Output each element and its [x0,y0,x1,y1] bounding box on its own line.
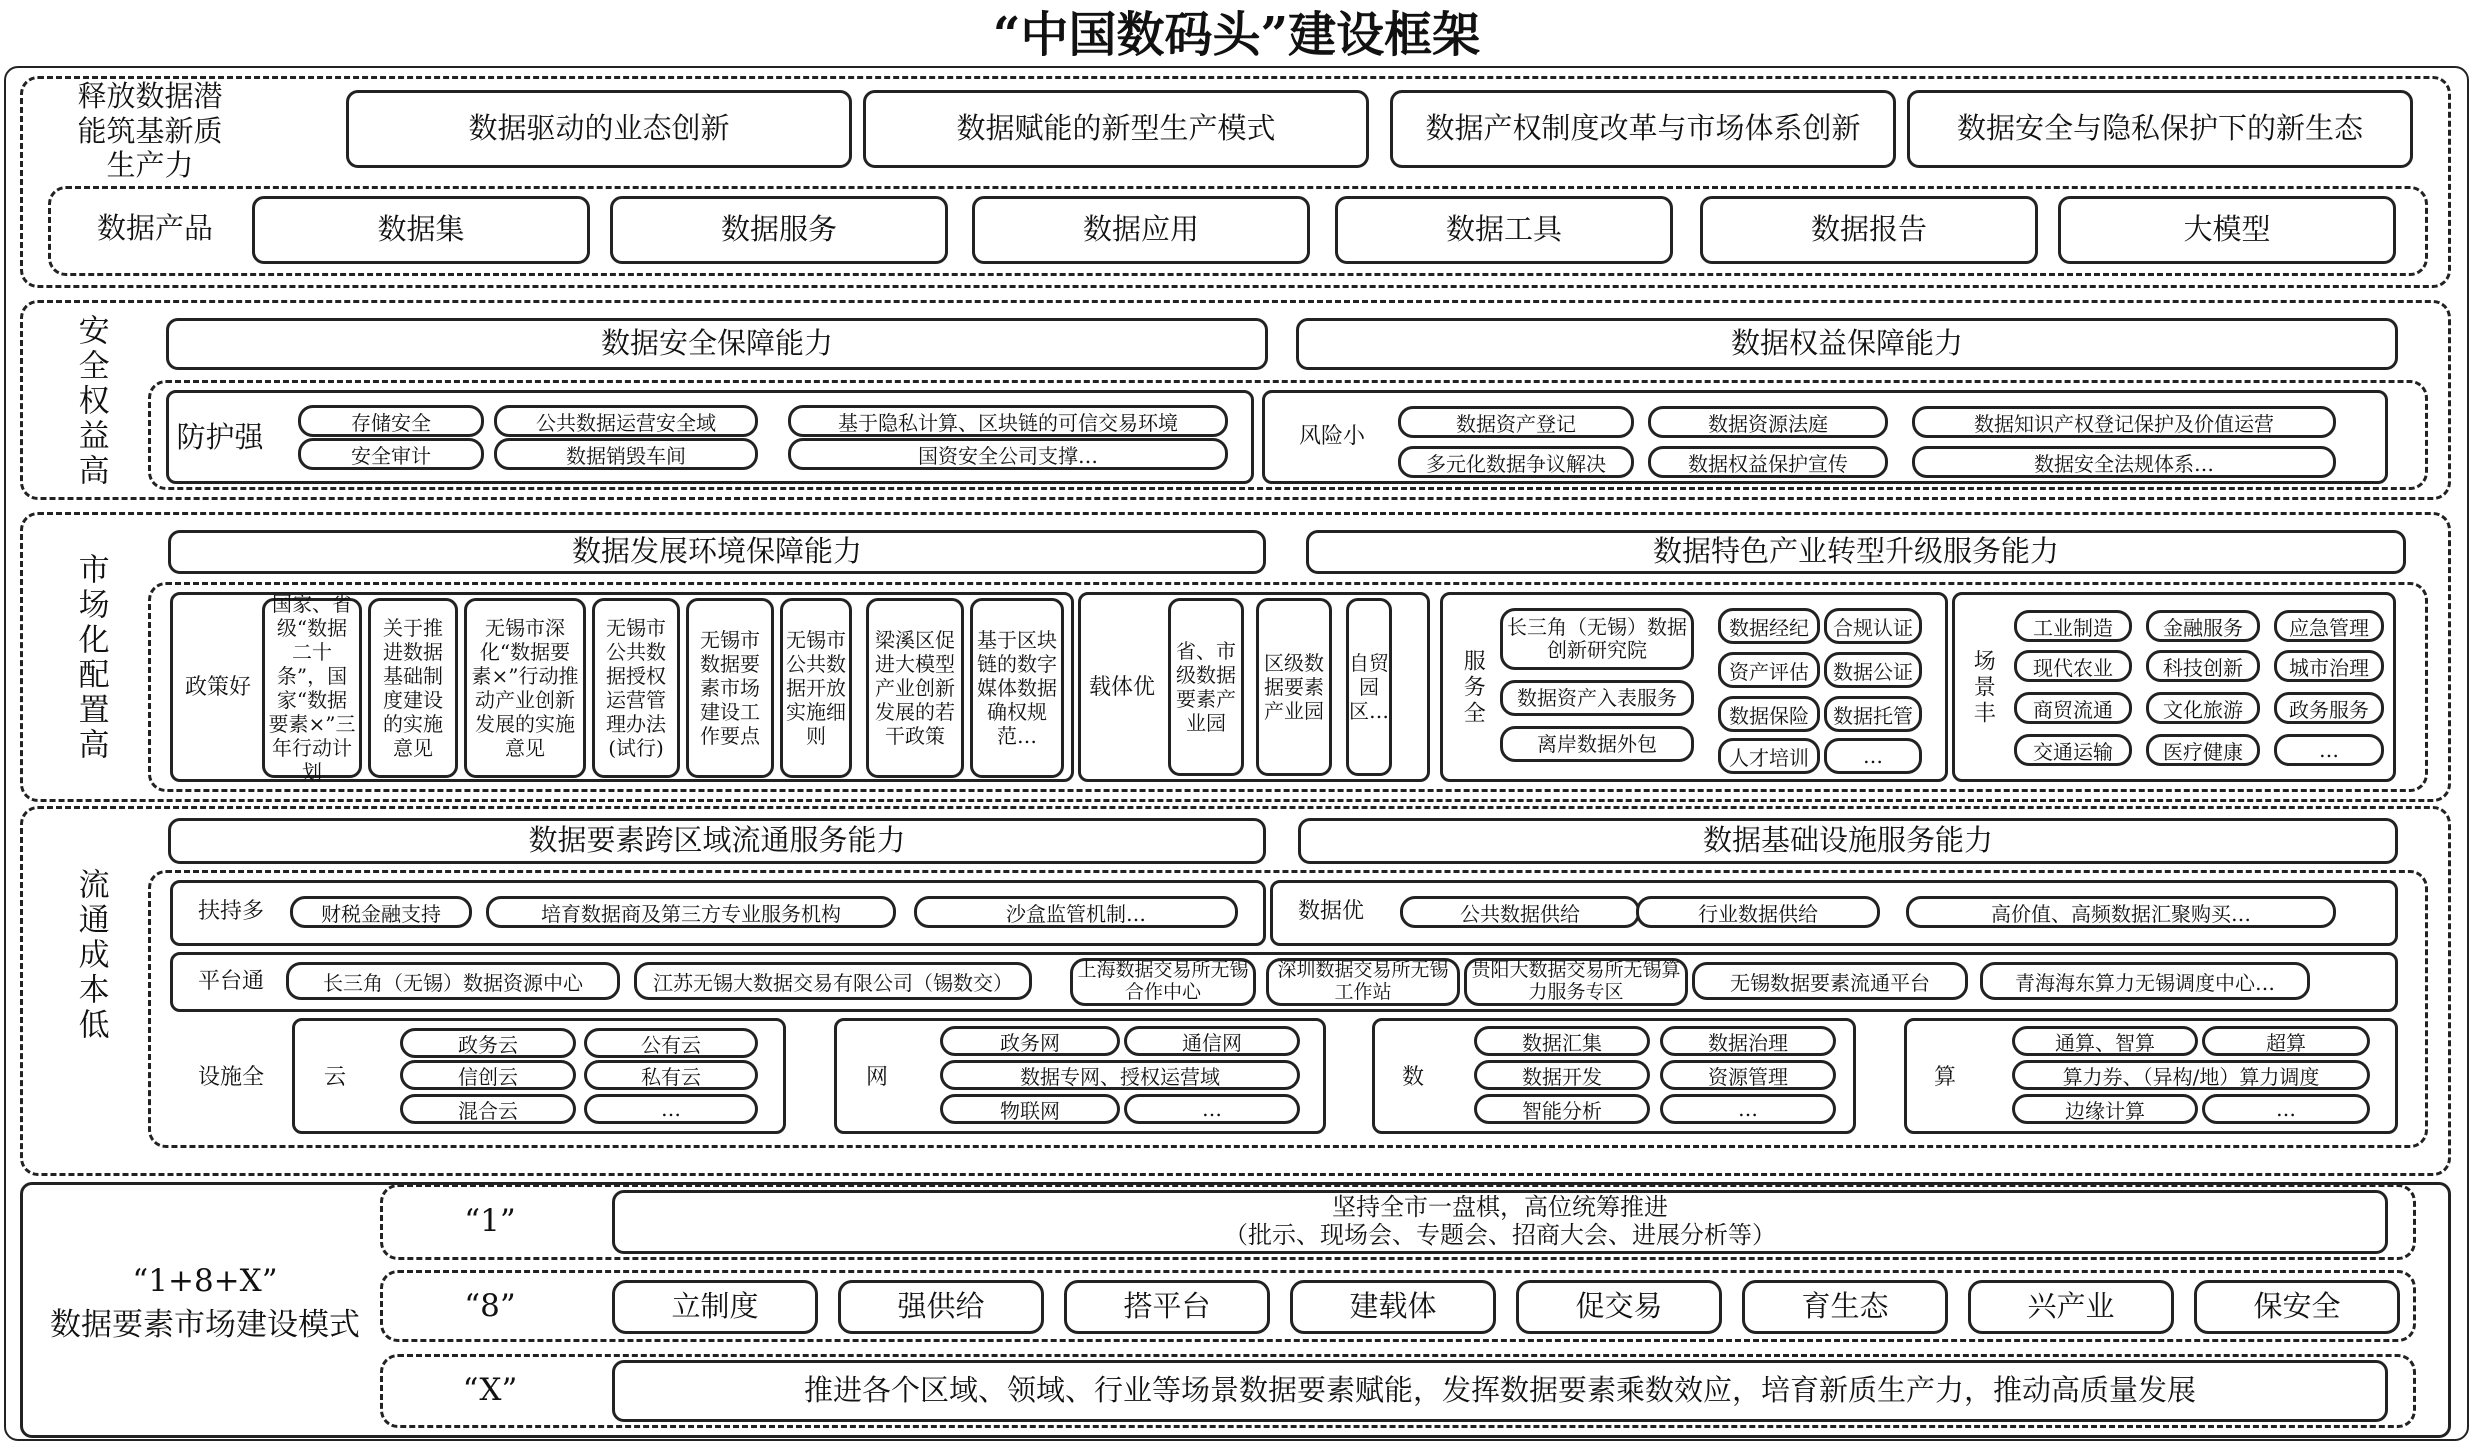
scene-item: 城市治理 [2274,650,2384,682]
shu-label: 数 [1401,1064,1424,1090]
shu-item: 智能分析 [1474,1094,1650,1124]
suan-item: 算力券、（异构/地）算力调度 [2012,1060,2370,1090]
policy-item: 无锡市公共数据授权运营管理办法(试行) [592,598,680,778]
scene-label: 场景丰 [1970,649,1996,727]
service-item: 长三角（无锡）数据创新研究院 [1500,608,1694,670]
policy-item: 梁溪区促进大模型产业创新发展的若干政策 [866,598,964,778]
shu-item: 数据治理 [1660,1026,1836,1056]
policy-item: 无锡市深化“数据要素×”行动推动产业创新发展的实施意见 [464,598,586,778]
scene-item: 文化旅游 [2146,692,2260,724]
mode-eight-item: 搭平台 [1064,1280,1270,1334]
protect-item: 基于隐私计算、区块链的可信交易环境 [788,405,1228,437]
policy-item: 基于区块链的数字媒体数据确权规范… [970,598,1064,778]
service-item: 数据经纪 [1718,608,1820,644]
protect-item: 数据销毁车间 [494,438,758,470]
cloud-item: 混合云 [400,1094,576,1124]
service-item: 数据资产入表服务 [1500,680,1694,716]
data-label: 数据优 [1297,898,1364,924]
protection-label: 防护强 [176,419,264,454]
net-item: … [1124,1094,1300,1124]
mode-one-box [612,1190,2388,1254]
suan-item: 边缘计算 [2012,1094,2198,1124]
mode-one-line-2: （批示、现场会、专题会、招商大会、进展分析等） [1224,1221,1776,1249]
cloud-item: 私有云 [584,1060,758,1090]
shu-item: … [1660,1094,1836,1124]
carrier-label: 载体优 [1088,674,1155,700]
platform-item: 青海海东算力无锡调度中心… [1980,962,2310,1000]
policy-item: 无锡市公共数据开放实施细则 [780,598,852,778]
carrier-item: 自贸园区… [1346,598,1392,776]
platform-item: 深圳数据交易所无锡工作站 [1266,958,1460,1006]
service-item: 数据托管 [1824,696,1922,732]
suan-item: 通算、智算 [2012,1026,2198,1056]
risk-item: 数据安全法规体系… [1912,446,2336,478]
top-box-1: 数据驱动的业态创新 [346,90,852,168]
mode-eight-item: 保安全 [2194,1280,2400,1334]
cloud-label: 云 [323,1064,346,1090]
shu-item: 数据开发 [1474,1060,1650,1090]
data-item: 公共数据供给 [1400,896,1640,928]
net-label: 网 [865,1064,888,1090]
risk-item: 数据资产登记 [1398,406,1634,438]
scene-item: 医疗健康 [2146,734,2260,766]
cloud-item: 公有云 [584,1028,758,1058]
protect-item: 国资安全公司支撑… [788,438,1228,470]
risk-item: 数据权益保护宣传 [1648,446,1888,478]
scene-item: 金融服务 [2146,610,2260,642]
platform-item: 上海数据交易所无锡合作中心 [1070,958,1256,1006]
suan-label: 算 [1933,1064,1956,1090]
service-item: 数据公证 [1824,652,1922,688]
product-2: 数据服务 [610,196,948,264]
market-cap-1: 数据发展环境保障能力 [168,530,1266,574]
mode-x-box: 推进各个区域、领域、行业等场景数据要素赋能，发挥数据要素乘数效应，培育新质生产力，推动高质量发展 [612,1360,2388,1422]
net-item: 政务网 [940,1026,1120,1056]
mode-label-1: “1+8+X” [132,1263,278,1300]
infra-label: 设施全 [197,1064,264,1090]
platform-item: 无锡数据要素流通平台 [1692,962,1968,1000]
scene-item: 商贸流通 [2014,692,2132,724]
page-title: “中国数码头”建设框架 [992,7,1481,64]
data-item: 高价值、高频数据汇聚购买… [1906,896,2336,928]
protect-item: 安全审计 [298,438,484,470]
top-label: 释放数据潜能筑基新质生产力 [77,78,223,183]
risk-item: 多元化数据争议解决 [1398,446,1634,478]
platform-item: 长三角（无锡）数据资源中心 [286,962,620,1000]
support-item: 沙盒监管机制… [914,896,1238,928]
mode-one-line-1: 坚持全市一盘棋，高位统筹推进 [1332,1193,1668,1222]
net-item: 数据专网、授权运营域 [940,1060,1300,1090]
security-side-label: 安全权益高 [72,313,109,489]
top-box-3: 数据产权制度改革与市场体系创新 [1390,90,1896,168]
scene-item: 政务服务 [2274,692,2384,724]
data-item: 行业数据供给 [1636,896,1880,928]
top-box-4: 数据安全与隐私保护下的新生态 [1907,90,2413,168]
cloud-item: … [584,1094,758,1124]
mode-x-tag: “X” [462,1372,518,1409]
mode-eight-item: 立制度 [612,1280,818,1334]
circulation-side-label: 流通成本低 [72,867,109,1043]
mode-one-tag: “1” [464,1203,516,1240]
risk-label: 风险小 [1298,423,1365,449]
service-item: 数据保险 [1718,696,1820,732]
cloud-item: 政务云 [400,1028,576,1058]
platform-item: 贵阳大数据交易所无锡算力服务专区 [1464,958,1688,1006]
product-6: 大模型 [2058,196,2396,264]
policy-item: 关于推进数据基础制度建设的实施意见 [368,598,458,778]
mode-eight-tag: “8” [464,1288,516,1325]
circulation-cap-1: 数据要素跨区域流通服务能力 [168,818,1266,864]
platform-label: 平台通 [197,968,264,994]
circulation-cap-2: 数据基础设施服务能力 [1298,818,2398,864]
policy-item: 国家、省级“数据二十条”，国家“数据要素×”三年行动计划 [262,598,362,778]
cloud-item: 信创云 [400,1060,576,1090]
shu-item: 数据汇集 [1474,1026,1650,1056]
product-4: 数据工具 [1335,196,1673,264]
suan-item: 超算 [2202,1026,2370,1056]
support-item: 培育数据商及第三方专业服务机构 [486,896,896,928]
policy-label: 政策好 [184,674,251,700]
protect-item: 公共数据运营安全域 [494,405,758,437]
policy-item: 无锡市数据要素市场建设工作要点 [686,598,774,778]
service-item: … [1824,738,1922,774]
service-label: 服务全 [1460,649,1486,727]
scene-item: … [2274,734,2384,766]
mode-eight-item: 强供给 [838,1280,1044,1334]
carrier-item: 省、市级数据要素产业园 [1168,598,1244,776]
top-box-2: 数据赋能的新型生产模式 [863,90,1369,168]
scene-item: 交通运输 [2014,734,2132,766]
market-cap-2: 数据特色产业转型升级服务能力 [1306,530,2406,574]
carrier-item: 区级数据要素产业园 [1256,598,1332,776]
service-item: 合规认证 [1824,608,1922,644]
scene-item: 工业制造 [2014,610,2132,642]
net-item: 物联网 [940,1094,1120,1124]
security-cap-1: 数据安全保障能力 [166,318,1268,370]
service-item: 资产评估 [1718,652,1820,688]
net-item: 通信网 [1124,1026,1300,1056]
security-cap-2: 数据权益保障能力 [1296,318,2398,370]
service-item: 人才培训 [1718,738,1820,774]
support-item: 财税金融支持 [290,896,472,928]
risk-item: 数据知识产权登记保护及价值运营 [1912,406,2336,438]
mode-eight-item: 促交易 [1516,1280,1722,1334]
platform-item: 江苏无锡大数据交易有限公司（锡数交） [634,962,1032,1000]
mode-label-2: 数据要素市场建设模式 [50,1307,360,1344]
suan-item: … [2202,1094,2370,1124]
service-item: 离岸数据外包 [1500,726,1694,762]
mode-eight-item: 兴产业 [1968,1280,2174,1334]
shu-item: 资源管理 [1660,1060,1836,1090]
product-5: 数据报告 [1700,196,2038,264]
products-label: 数据产品 [96,210,213,245]
scene-item: 科技创新 [2146,650,2260,682]
product-3: 数据应用 [972,196,1310,264]
mode-eight-item: 建载体 [1290,1280,1496,1334]
market-side-label: 市场化配置高 [72,553,109,763]
risk-item: 数据资源法庭 [1648,406,1888,438]
product-1: 数据集 [252,196,590,264]
scene-item: 现代农业 [2014,650,2132,682]
scene-item: 应急管理 [2274,610,2384,642]
support-label: 扶持多 [197,898,264,924]
mode-eight-item: 育生态 [1742,1280,1948,1334]
protect-item: 存储安全 [298,405,484,437]
